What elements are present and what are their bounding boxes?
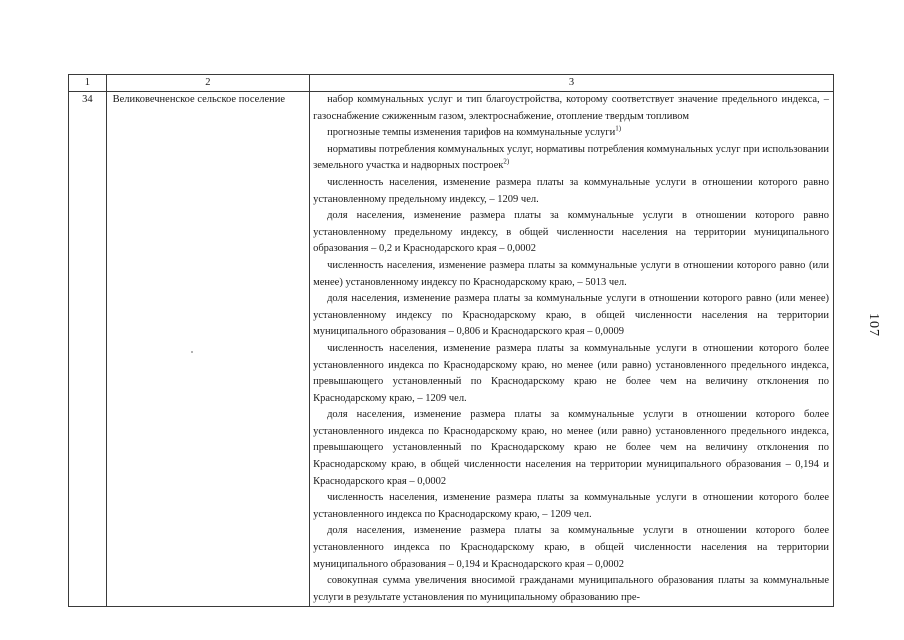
header-col-1: 1 [69, 75, 107, 92]
scan-speck [191, 351, 193, 353]
indicator-paragraph: нормативы потребления коммунальных услуг, нормативы потребления коммунальных услуг при использовании земельного участка и надворных построек$^{2)}$ [313, 143, 829, 172]
indicator-paragraph: набор коммунальных услуг и тип благоустройства, которому соответствует значение предельного индекса, – газоснабжение сжиженным газом, электроснабжение, отопление твердым топливом [313, 94, 829, 122]
header-col-3: 3 [310, 75, 834, 92]
indicator-paragraph: численность населения, изменение размера платы за коммунальные услуги в отношении которого более установленного индекса по Краснодарскому краю, – 1209 чел. [313, 492, 829, 520]
indicator-paragraph: доля населения, изменение размера платы за коммунальные услуги в отношении которого более установленного индекса по Краснодарскому краю, но менее (или равно) установленного предельного индекса, превышающего установленный по Краснодарскому краю не более чем на величину отклонения по Краснодарскому краю, в общей численности населения на территории муниципального образования – 0,194 и Краснодарского края – 0,0002 [313, 409, 829, 487]
indicators-cell [310, 92, 834, 607]
tariff-table [68, 74, 834, 607]
table-row [69, 92, 834, 607]
indicator-paragraph: численность населения, изменение размера платы за коммунальные услуги в отношении которого равно установленному предельному индексу, – 1209 чел. [313, 176, 829, 205]
indicator-paragraph: совокупная сумма увеличения вносимой гражданами муниципального образования платы за коммунальные услуги в результате установления по муниципальному образованию пре- [313, 575, 829, 603]
row-number: 34 [69, 92, 107, 607]
indicator-paragraph: численность населения, изменение размера платы за коммунальные услуги в отношении которого более установленного индекса по Краснодарскому краю, но менее (или равно) установленного предельного индекса, превышающего установленный по Краснодарскому краю не более чем на величину отклонения по Краснодарскому краю, – 1209 чел. [313, 342, 829, 404]
table-header-row [69, 75, 834, 92]
settlement-name: Великовечненское сельское поселение [106, 92, 309, 607]
indicator-paragraph: прогнозные темпы изменения тарифов на коммунальные услуги$^{1)}$ [327, 124, 622, 139]
indicator-paragraph: доля населения, изменение размера платы за коммунальные услуги в отношении которого равно (или менее) установленному индексу по Краснодарскому краю, в общей численности населения на территории муниципального образования – 0,806 и Краснодарского края – 0,0009 [313, 293, 829, 338]
indicator-paragraph: численность населения, изменение размера платы за коммунальные услуги в отношении которого равно (или менее) установленному индексу по Краснодарскому краю, – 5013 чел. [313, 259, 829, 288]
header-col-2: 2 [106, 75, 309, 92]
page-number: 107 [866, 313, 881, 337]
indicators-list [313, 92, 829, 606]
footnote-marker: 2) [503, 157, 510, 166]
indicator-paragraph: доля населения, изменение размера платы за коммунальные услуги в отношении которого равно установленному предельному индексу, в общей численности населения на территории муниципального образования – 0,2 и Краснодарского края – 0,0002 [313, 210, 829, 255]
footnote-marker: 1) [615, 124, 622, 133]
indicator-paragraph: доля населения, изменение размера платы за коммунальные услуги в отношении которого более установленного индекса по Краснодарскому краю, в общей численности населения на территории муниципального образования – 0,194 и Краснодарского края – 0,0002 [313, 525, 829, 570]
